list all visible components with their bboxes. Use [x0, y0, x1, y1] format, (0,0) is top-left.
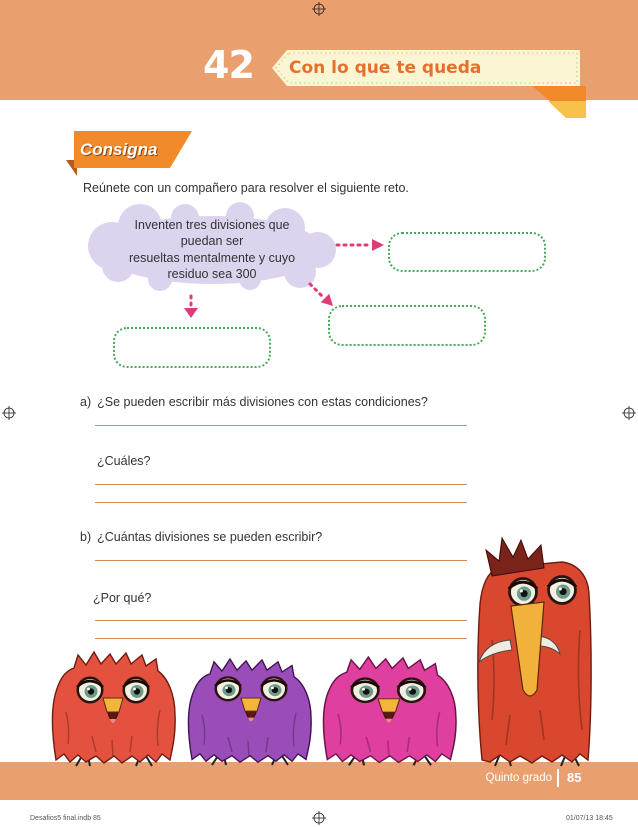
bird-right-eye [547, 575, 577, 605]
print-file-info: Desafios5 final.indb 85 [30, 815, 101, 822]
question-a-text: ¿Se pueden escribir más divisiones con estas condiciones? [97, 395, 428, 409]
answer-line [95, 484, 467, 485]
lesson-number: 42 [203, 43, 254, 87]
tall-red-bird-illustration [478, 538, 591, 766]
purple-bird-illustration [189, 659, 312, 765]
footer-separator [557, 769, 559, 787]
cloud-line: puedan ser [180, 234, 244, 249]
bird-left-eye [215, 676, 242, 701]
title-ribbon-tail [532, 86, 586, 118]
bird-left-eye [508, 577, 538, 607]
bird-left-eye [77, 677, 104, 704]
arrow-right [337, 239, 384, 251]
answer-line [95, 620, 467, 621]
page-number: 85 [567, 770, 582, 785]
answer-line [95, 638, 467, 639]
footer-grade: Quinto grado [485, 772, 552, 784]
challenge-cloud-text [107, 217, 317, 282]
answer-line [95, 425, 467, 426]
registration-mark-right-icon [622, 406, 636, 420]
bird-right-eye [261, 676, 288, 701]
answer-box-2 [328, 305, 486, 346]
question-a-letter: a) [80, 395, 92, 409]
red-bird-illustration [53, 652, 176, 766]
cloud-line: residuo sea 300 [167, 266, 257, 281]
question-b-letter: b) [80, 530, 92, 544]
answer-line [95, 502, 467, 503]
print-timestamp: 01/07/13 18:45 [566, 815, 613, 822]
bird-left-eye [351, 677, 380, 703]
cloud-line: Inventen tres divisiones que [134, 218, 290, 232]
bird-right-eye [123, 677, 150, 704]
bird-right-eye [397, 677, 426, 703]
magenta-bird-illustration [324, 657, 456, 765]
question-a [80, 394, 428, 410]
question-a-followup: ¿Cuáles? [97, 454, 151, 468]
answer-box-3 [113, 327, 271, 368]
arrow-down [184, 296, 198, 318]
question-b-text: ¿Cuántas divisiones se pueden escribir? [97, 530, 323, 544]
instruction-text: Reúnete con un compañero para resolver el siguiente reto. [83, 181, 409, 195]
question-b-followup: ¿Por qué? [93, 591, 152, 605]
question-b [80, 529, 322, 545]
cloud-line: resueltas mentalmente y cuyo [128, 250, 296, 265]
arrow-diagonal [310, 284, 333, 306]
registration-mark-left-icon [2, 406, 16, 420]
answer-box-1 [388, 232, 546, 272]
registration-mark-bottom-icon [312, 811, 326, 825]
lesson-title: Con lo que te queda [289, 58, 482, 78]
answer-line [95, 560, 467, 561]
consigna-label: Consigna [80, 140, 158, 159]
